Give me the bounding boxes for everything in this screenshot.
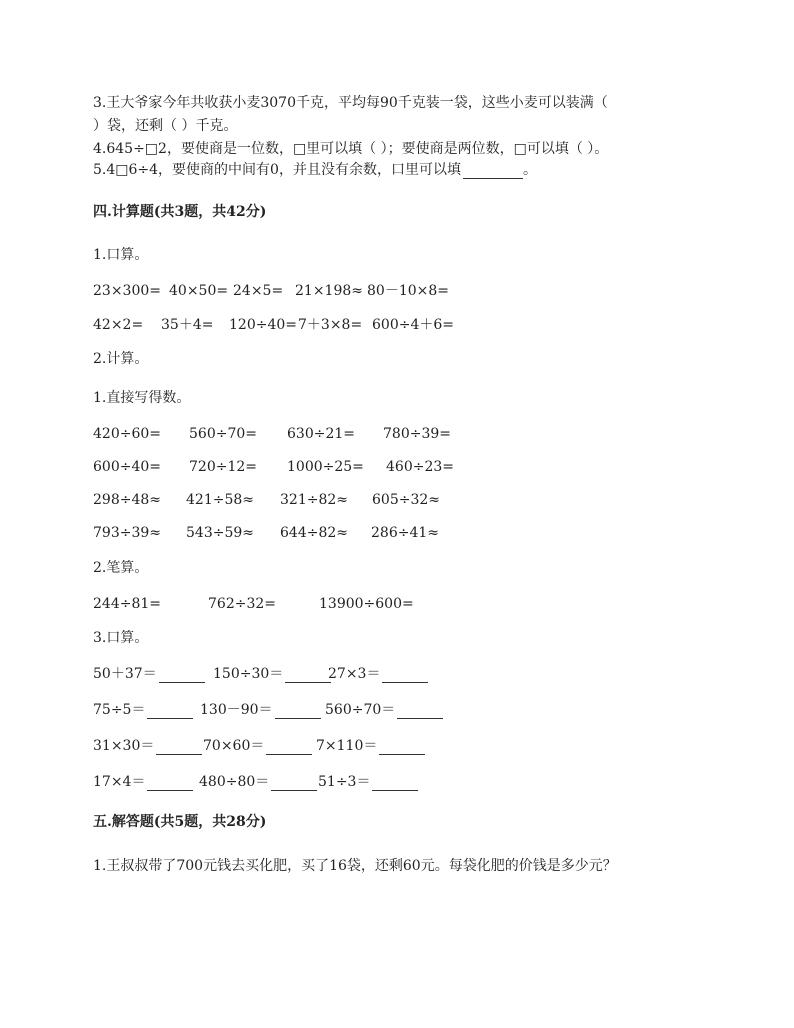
direct-write-item: 793÷39≈ [93, 525, 161, 541]
oral-calc-item: 600÷4＋6= [372, 317, 454, 333]
oral-calc-item: 7＋3×8= [298, 317, 363, 333]
answer-blank[interactable] [156, 740, 202, 755]
oral-calc-item: 42×2= [93, 317, 144, 333]
oral-fill-item [199, 773, 317, 791]
oral-fill-row [0, 665, 794, 683]
answer-blank[interactable] [372, 776, 418, 791]
direct-write-item: 780÷39= [383, 426, 451, 442]
direct-write-item: 720÷12= [189, 459, 257, 475]
direct-write-item: 630÷21= [287, 426, 355, 442]
oral-calc-row [0, 282, 794, 300]
oral-fill-item [93, 665, 205, 683]
question-5-end: 。 [522, 162, 537, 178]
oral-fill-row [0, 737, 794, 755]
oral-fill-item [93, 701, 193, 719]
direct-write-item: 421÷58≈ [186, 492, 254, 508]
written-calc-item: 762÷32= [208, 596, 276, 612]
direct-write-item: 420÷60= [93, 426, 161, 442]
section-4-title: 四.计算题(共3题，共42分) [93, 204, 267, 220]
answer-blank[interactable] [275, 704, 321, 719]
oral-fill-expression: 31×30＝ [93, 738, 155, 754]
answer-blank[interactable] [159, 668, 205, 683]
oral-calc-item: 21×198≈ [295, 283, 363, 299]
oral-fill-expression: 17×4＝ [93, 774, 146, 790]
oral-fill-expression: 480÷80＝ [199, 774, 270, 790]
oral-calc-row [0, 316, 794, 334]
oral-fill-item [328, 665, 428, 683]
direct-write-row [0, 524, 794, 542]
direct-write-item: 605÷32≈ [372, 492, 440, 508]
answer-blank[interactable] [382, 668, 428, 683]
direct-write-item: 298÷48≈ [93, 492, 161, 508]
direct-write-row [0, 458, 794, 476]
oral-calc-item: 120÷40= [229, 317, 297, 333]
oral-fill-expression: 150÷30＝ [213, 666, 284, 682]
section-5-q1: 1.王叔叔带了700元钱去买化肥，买了16袋，还剩60元。每袋化肥的价钱是多少元？ [93, 858, 617, 874]
oral-calc-item: 80－10×8= [367, 283, 449, 299]
direct-write-item: 560÷70= [189, 426, 257, 442]
oral-fill-expression: 560÷70＝ [325, 702, 396, 718]
oral-calc-item: 40×50= [169, 283, 229, 299]
answer-blank[interactable] [285, 668, 331, 683]
oral-fill-expression: 27×3＝ [328, 666, 381, 682]
oral-fill-expression: 75÷5＝ [93, 702, 146, 718]
written-calc-title: 2.笔算。 [93, 560, 149, 576]
oral-fill-expression: 50＋37＝ [93, 666, 157, 682]
oral-fill-item [93, 773, 193, 791]
oral-fill-expression: 70×60＝ [203, 738, 265, 754]
section-4-q1-title: 1.口算。 [93, 247, 149, 263]
answer-blank[interactable] [463, 164, 523, 179]
question-5 [93, 161, 537, 179]
question-5-text: 5.4□6÷4，要使商的中间有0，并且没有余数，口里可以填 [93, 162, 461, 178]
section-4-q2-title: 2.计算。 [93, 351, 149, 367]
direct-write-item: 321÷82≈ [280, 492, 348, 508]
oral-fill-item [200, 701, 321, 719]
oral-fill-item [325, 701, 443, 719]
section-5-title: 五.解答题(共5题，共28分) [93, 814, 267, 830]
question-4: 4.645÷□2，要使商是一位数，□里可以填（ ）；要使商是两位数，□可以填（ ）。 [93, 141, 609, 157]
question-3-line-2: ）袋，还剩（ ）千克。 [93, 118, 238, 134]
written-calc-item: 244÷81= [93, 596, 161, 612]
oral-fill-expression: 51÷3＝ [318, 774, 371, 790]
answer-blank[interactable] [379, 740, 425, 755]
question-3-line-1: 3.王大爷家今年共收获小麦3070千克，平均每90千克装一袋，这些小麦可以装满（ [93, 95, 608, 111]
section-4-q3-title: 3.口算。 [93, 630, 149, 646]
oral-fill-expression: 130－90＝ [200, 702, 273, 718]
answer-blank[interactable] [147, 776, 193, 791]
written-calc-row [0, 595, 794, 613]
direct-write-item: 600÷40= [93, 459, 161, 475]
oral-calc-item: 23×300= [93, 283, 161, 299]
oral-fill-item [203, 737, 312, 755]
direct-write-item: 286÷41≈ [371, 525, 439, 541]
direct-write-item: 460÷23= [386, 459, 454, 475]
oral-fill-expression: 7×110＝ [316, 738, 378, 754]
answer-blank[interactable] [147, 704, 193, 719]
oral-fill-item [93, 737, 202, 755]
oral-calc-item: 35＋4= [161, 317, 214, 333]
direct-write-title: 1.直接写得数。 [93, 390, 191, 406]
oral-fill-item [318, 773, 418, 791]
oral-fill-row [0, 773, 794, 791]
direct-write-item: 543÷59≈ [186, 525, 254, 541]
direct-write-row [0, 425, 794, 443]
direct-write-row [0, 491, 794, 509]
direct-write-item: 644÷82≈ [280, 525, 348, 541]
direct-write-item: 1000÷25= [287, 459, 364, 475]
written-calc-item: 13900÷600= [319, 596, 414, 612]
oral-calc-item: 24×5= [233, 283, 284, 299]
oral-fill-row [0, 701, 794, 719]
answer-blank[interactable] [397, 704, 443, 719]
oral-fill-item [316, 737, 425, 755]
answer-blank[interactable] [266, 740, 312, 755]
answer-blank[interactable] [271, 776, 317, 791]
oral-fill-item [213, 665, 331, 683]
